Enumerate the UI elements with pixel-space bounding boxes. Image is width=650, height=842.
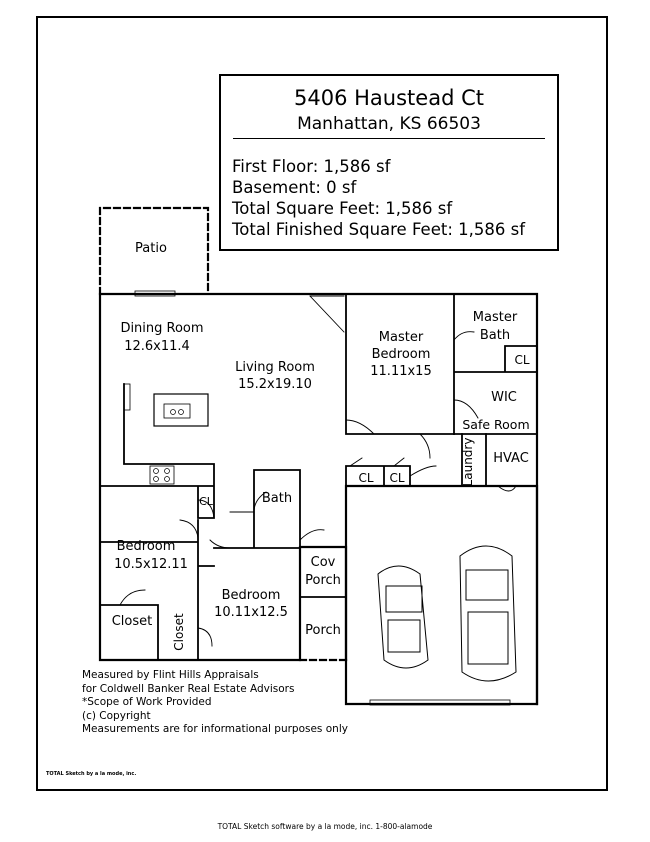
patio-label: Patio — [135, 241, 167, 256]
bedroom-2-label: Bedroom — [221, 588, 281, 603]
address-line-1: 5406 Haustead Ct — [294, 86, 484, 110]
master-bath-label-2: Bath — [479, 328, 511, 343]
cov-porch-label-1: Cov — [310, 555, 336, 570]
notes-line-1: Measured by Flint Hills Appraisals — [82, 669, 259, 681]
master-bedroom-dims: 11.11x15 — [370, 364, 432, 379]
kitchen-stove — [150, 466, 174, 484]
sketch-credit: TOTAL Sketch by a la mode, inc. — [46, 771, 137, 777]
dining-room-label: Dining Room — [120, 321, 204, 336]
bedroom-2-dims: 10.11x12.5 — [214, 605, 288, 620]
notes-line-4: (c) Copyright — [82, 709, 151, 722]
wic-label: WIC — [491, 390, 517, 405]
master-bath-label-1: Master — [472, 310, 518, 325]
living-room-label: Living Room — [235, 360, 315, 375]
total-finished-square-feet: Total Finished Square Feet: 1,586 sf — [232, 220, 526, 239]
notes-line-3: *Scope of Work Provided — [82, 696, 212, 708]
master-closet-label: CL — [514, 353, 530, 367]
basement-area: Basement: 0 sf — [232, 178, 357, 197]
bath-label: Bath — [261, 491, 293, 506]
master-bedroom-label-2: Bedroom — [371, 347, 431, 362]
bedroom-1-label: Bedroom — [116, 539, 176, 554]
bath-wall — [254, 470, 300, 547]
first-floor-area: First Floor: 1,586 sf — [232, 157, 391, 176]
kitchen-wall — [100, 384, 214, 518]
exterior-wall — [100, 294, 537, 704]
closet-label: Closet — [111, 614, 153, 629]
bedroom-closet-cl-label: CL — [199, 495, 213, 508]
address-line-2: Manhattan, KS 66503 — [297, 114, 481, 134]
garage-cars — [378, 546, 516, 681]
hall-closet-1-label: CL — [358, 471, 374, 485]
porch-label: Porch — [305, 623, 341, 638]
notes-line-5: Measurements are for informational purposes only — [82, 723, 348, 735]
hall-closet-2-label: CL — [389, 471, 405, 485]
living-room-dims: 15.2x19.10 — [238, 377, 312, 392]
laundry-label: Laundry — [461, 437, 475, 487]
kitchen-sink — [164, 404, 190, 418]
bedroom-1-dims: 10.5x12.11 — [114, 557, 188, 572]
dining-room-dims: 12.6x11.4 — [124, 339, 190, 354]
closet-vertical-label: Closet — [172, 613, 186, 651]
safe-room-label: Safe Room — [462, 417, 530, 432]
appraisal-notes — [82, 669, 348, 737]
notes-line-2: for Coldwell Banker Real Estate Advisors — [82, 682, 295, 695]
total-square-feet: Total Square Feet: 1,586 sf — [232, 199, 453, 218]
kitchen-island — [154, 394, 208, 426]
master-bedroom-label-1: Master — [378, 330, 424, 345]
footer-credit: TOTAL Sketch software by a la mode, inc. 1-800-alamode — [217, 822, 433, 831]
hvac-label: HVAC — [493, 451, 529, 466]
cov-porch-label-2: Porch — [305, 573, 341, 588]
